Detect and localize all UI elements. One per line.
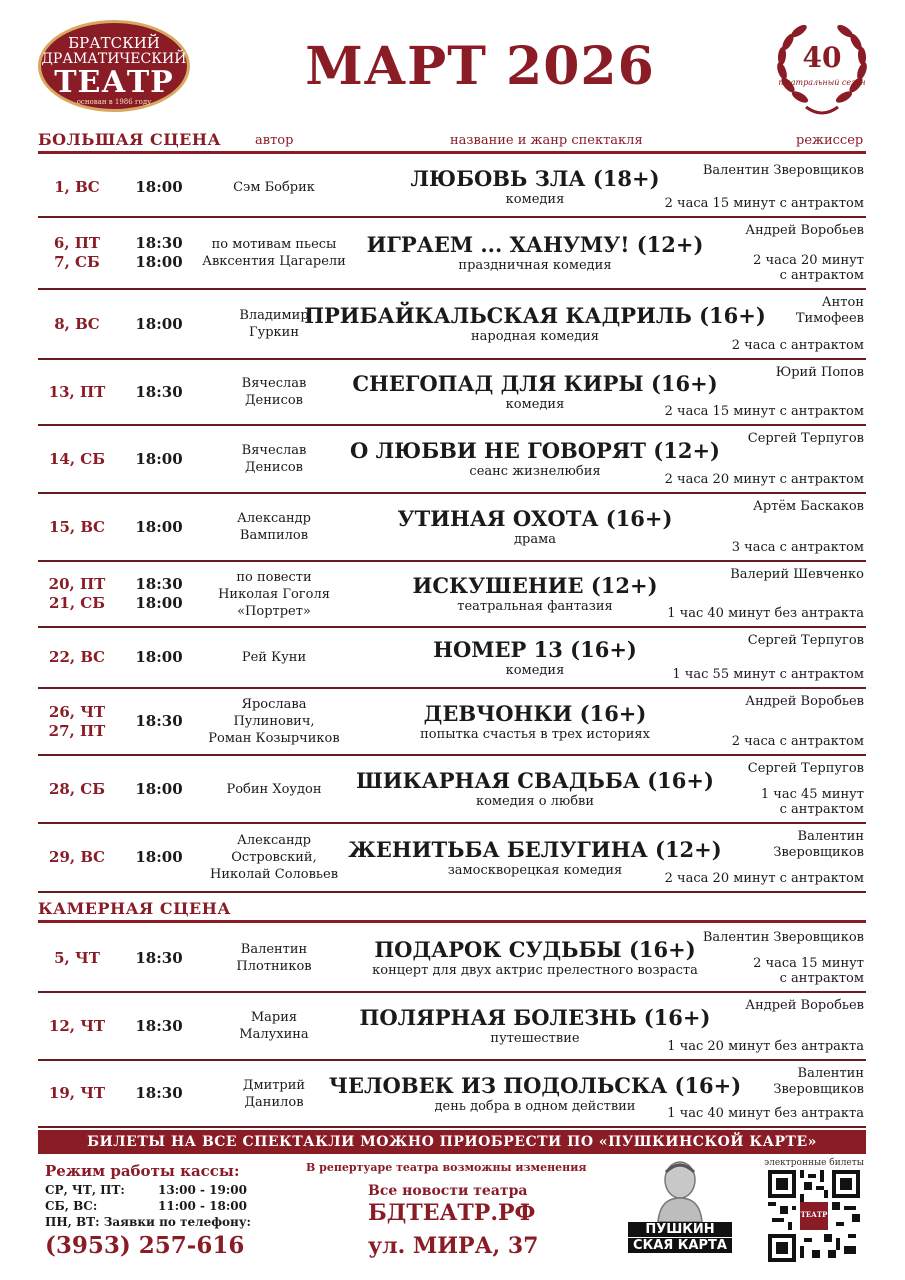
duration-line: 3 часа с антрактом: [731, 540, 864, 555]
season-badge: [768, 15, 876, 123]
pushkin-card-banner: БИЛЕТЫ НА ВСЕ СПЕКТАКЛИ МОЖНО ПРИОБРЕСТИ ПО «ПУШКИНСКОЙ КАРТЕ»: [38, 1130, 866, 1154]
show-title: ДЕВЧОНКИ (16+): [423, 700, 647, 726]
show-director: [664, 567, 864, 583]
duration-line: 2 часа 15 минут с антрактом: [664, 196, 864, 211]
show-title: ПОДАРОК СУДЬБЫ (16+): [374, 937, 696, 962]
show-times: [126, 993, 192, 1059]
author-line: Мария: [250, 1010, 298, 1025]
director-line: Сергей Терпугов: [747, 633, 864, 648]
show-dates: [38, 562, 116, 626]
show-date: 8, ВС: [54, 314, 100, 333]
pushkin-card-line-2: СКАЯ КАРТА: [628, 1238, 732, 1253]
schedule-row: [38, 218, 866, 290]
author-line: Данилов: [244, 1094, 304, 1110]
director-line: Сергей Терпугов: [747, 761, 864, 776]
news-label: Все новости театра: [368, 1183, 528, 1199]
director-line: Андрей Воробьев: [745, 223, 864, 238]
show-director: [664, 694, 864, 710]
show-director: [664, 761, 864, 777]
show-duration: [644, 540, 864, 555]
show-date: 5, ЧТ: [54, 948, 100, 967]
schedule-row: [38, 628, 866, 689]
show-times: [126, 824, 192, 891]
author-line: Малухина: [239, 1027, 309, 1042]
box-office-days: СБ, ВС:: [45, 1199, 98, 1213]
show-author: [198, 494, 350, 560]
show-title: ИСКУШЕНИЕ (12+): [412, 573, 658, 598]
show-date: 27, ПТ: [48, 721, 106, 740]
show-dates: [38, 426, 116, 492]
main-stage-heading: БОЛЬШАЯ СЦЕНА: [38, 130, 221, 149]
show-genre: праздничная комедия: [458, 258, 612, 273]
show-director: [664, 930, 864, 946]
author-line: Валентин: [240, 942, 308, 957]
show-genre: комедия: [505, 662, 565, 678]
theatre-logo: [38, 20, 190, 112]
box-office-time: 13:00 - 19:00: [158, 1183, 247, 1197]
section-divider: [38, 920, 866, 923]
show-time: 18:00: [135, 648, 183, 666]
author-line: Вампилов: [239, 528, 309, 543]
show-times: [126, 756, 192, 822]
show-author: [198, 993, 350, 1059]
author-line: Сэм Бобрик: [233, 179, 315, 195]
show-author: [198, 426, 350, 492]
show-time: 18:00: [135, 594, 183, 612]
duration-line: 2 часа 20 минут: [753, 253, 864, 268]
show-author: [198, 756, 350, 822]
author-line: по повести: [236, 569, 312, 585]
author-line: Денисов: [244, 460, 304, 475]
author-line: по мотивам пьесы: [211, 237, 337, 252]
duration-line: с антрактом: [779, 971, 864, 986]
pushkin-card-logo: [628, 1158, 732, 1262]
show-genre: комедия: [505, 397, 565, 412]
show-author: [198, 689, 350, 754]
show-genre: комедия о любви: [475, 794, 595, 809]
show-genre: театральная фантазия: [457, 599, 613, 614]
author-line: Денисов: [244, 393, 304, 408]
show-dates: [38, 158, 116, 216]
director-line: Юрий Попов: [775, 365, 864, 380]
show-dates: [38, 628, 116, 687]
schedule-row: [38, 290, 866, 360]
schedule-row: [38, 689, 866, 756]
show-director: [664, 633, 864, 649]
show-date: 14, СБ: [48, 449, 106, 468]
show-time: 18:30: [135, 382, 183, 401]
logo-line-4: основан в 1986 году: [76, 98, 152, 106]
box-office-days: ПН, ВТ: Заявки по телефону:: [45, 1215, 251, 1229]
duration-line: 1 час 40 минут без антракта: [667, 606, 864, 621]
show-times: [126, 925, 192, 991]
show-times: [126, 290, 192, 358]
director-line: Артём Баскаков: [752, 499, 864, 514]
show-genre: народная комедия: [471, 329, 599, 344]
author-line: Вячеслав: [241, 376, 307, 391]
duration-line: 2 часа 20 минут с антрактом: [664, 472, 864, 487]
author-line: Вячеслав: [241, 443, 307, 458]
show-author: [198, 360, 350, 424]
duration-line: 2 часа 15 минут с антрактом: [664, 404, 864, 419]
show-dates: [38, 689, 116, 754]
author-line: «Портрет»: [237, 603, 311, 619]
author-line: Островский,: [231, 850, 317, 865]
show-director: [664, 295, 864, 327]
show-time: 18:30: [135, 1084, 183, 1102]
season-subtitle: театральный сезон: [778, 78, 866, 87]
show-times: [126, 689, 192, 754]
show-times: [126, 360, 192, 424]
show-duration: [644, 871, 864, 886]
show-time: 18:00: [135, 177, 183, 196]
qr-center-label: ТЕАТР: [800, 1210, 828, 1219]
show-date: 28, СБ: [48, 779, 106, 798]
show-dates: [38, 360, 116, 424]
pushkin-portrait-icon: [628, 1158, 732, 1222]
author-line: Ярослава: [241, 697, 307, 712]
show-times: [126, 628, 192, 687]
show-author: [198, 562, 350, 626]
show-director: [664, 163, 864, 179]
show-date: 12, ЧТ: [48, 1016, 106, 1035]
show-times: [126, 494, 192, 560]
author-line: Дмитрий: [242, 1077, 306, 1093]
show-dates: [38, 290, 116, 358]
box-office-time: 11:00 - 18:00: [158, 1199, 247, 1213]
schedule-row: [38, 562, 866, 628]
show-duration: [644, 196, 864, 211]
show-director: [664, 829, 864, 861]
show-duration: [644, 338, 864, 353]
box-office-days: СР, ЧТ, ПТ:: [45, 1183, 125, 1197]
show-genre: концерт для двух актрис прелестного возраста: [372, 963, 698, 978]
duration-line: 2 часа с антрактом: [731, 734, 864, 749]
show-genre: замоскворецкая комедия: [447, 862, 623, 878]
show-author: [198, 1061, 350, 1126]
repertoire-changes-note: В репертуаре театра возможны изменения: [306, 1161, 587, 1174]
show-times: [126, 158, 192, 216]
season-number: 40: [802, 41, 842, 74]
director-line: Валентин Зверовщиков: [702, 163, 864, 178]
author-line: Плотников: [236, 959, 312, 974]
show-duration: [644, 1106, 864, 1121]
show-date: 15, ВС: [49, 517, 105, 536]
show-title: ШИКАРНАЯ СВАДЬБА (16+): [356, 768, 714, 793]
show-duration: [644, 606, 864, 621]
show-times: [126, 1061, 192, 1126]
show-author: [198, 925, 350, 991]
schedule-row: [38, 158, 866, 218]
page-title: МАРТ 2026: [305, 36, 655, 97]
duration-line: с антрактом: [779, 802, 864, 817]
show-title: ИГРАЕМ ... ХАНУМУ! (12+): [366, 232, 704, 257]
show-title: ПОЛЯРНАЯ БОЛЕЗНЬ (16+): [359, 1005, 711, 1030]
duration-line: 1 час 20 минут без антракта: [667, 1039, 864, 1054]
director-line: Валентин: [797, 1066, 864, 1081]
show-director: [664, 1066, 864, 1098]
show-date: 20, ПТ: [48, 575, 106, 593]
show-times: [126, 426, 192, 492]
pushkin-card-line-1: ПУШКИН: [628, 1222, 732, 1237]
show-author: [198, 158, 350, 216]
author-line: Владимир: [239, 308, 309, 323]
schedule-row: [38, 993, 866, 1061]
section-divider: [38, 151, 866, 154]
show-time: 18:30: [135, 234, 183, 252]
author-line: Александр: [237, 833, 311, 848]
column-director-label: режиссер: [796, 133, 864, 148]
show-time: 18:00: [135, 517, 183, 536]
column-author-label: автор: [255, 133, 294, 148]
author-line: Александр: [237, 511, 311, 526]
show-title: ЧЕЛОВЕК ИЗ ПОДОЛЬСКА (16+): [328, 1072, 742, 1098]
show-title: ЖЕНИТЬБА БЕЛУГИНА (12+): [348, 836, 722, 862]
show-time: 18:30: [135, 1016, 183, 1035]
show-genre: драма: [514, 532, 556, 547]
schedule-row: [38, 925, 866, 993]
show-date: 1, ВС: [54, 177, 100, 196]
author-line: Авксентия Цагарели: [202, 254, 346, 269]
director-line: Валентин Зверовщиков: [702, 930, 864, 945]
show-date: 26, ЧТ: [48, 702, 106, 721]
show-genre: день добра в одном действии: [434, 1098, 636, 1114]
director-line: Валерий Шевченко: [730, 567, 864, 582]
show-director: [664, 998, 864, 1014]
show-dates: [38, 494, 116, 560]
show-director: [664, 431, 864, 447]
column-title-label: название и жанр спектакля: [450, 133, 643, 148]
show-author: [198, 628, 350, 687]
show-director: [664, 223, 864, 239]
director-line: Андрей Воробьев: [745, 998, 864, 1013]
show-date: 21, СБ: [48, 594, 106, 612]
logo-line-3: ТЕАТР: [54, 65, 174, 100]
show-duration: [644, 956, 864, 986]
author-line: Гуркин: [248, 325, 300, 340]
schedule-row: [38, 756, 866, 824]
show-time: 18:00: [135, 253, 183, 271]
show-duration: [644, 404, 864, 419]
show-dates: [38, 925, 116, 991]
box-office-phone[interactable]: (3953) 257-616: [45, 1232, 245, 1259]
duration-line: с антрактом: [779, 268, 864, 283]
show-date: 29, ВС: [49, 848, 105, 866]
director-line: Сергей Терпугов: [747, 431, 864, 446]
show-title: О ЛЮБВИ НЕ ГОВОРЯТ (12+): [350, 438, 720, 463]
show-time: 18:00: [135, 848, 183, 866]
show-dates: [38, 218, 116, 288]
show-time: 18:30: [135, 948, 183, 967]
show-dates: [38, 756, 116, 822]
author-line: Рей Куни: [241, 650, 307, 665]
director-line: Зверовщиков: [773, 845, 864, 860]
show-director: [664, 365, 864, 381]
logo-line-2: ДРАМАТИЧЕСКИЙ: [41, 51, 187, 67]
show-dates: [38, 824, 116, 891]
director-line: Валентин: [797, 829, 864, 844]
eticket-label: электронные билеты: [764, 1158, 864, 1168]
director-line: Тимофеев: [795, 311, 864, 326]
author-line: Робин Хоудон: [226, 781, 322, 797]
show-title: НОМЕР 13 (16+): [433, 636, 637, 662]
show-director: [664, 499, 864, 515]
show-duration: [644, 472, 864, 487]
eticket-qr-code[interactable]: [768, 1170, 860, 1262]
show-genre: путешествие: [490, 1031, 580, 1046]
author-line: Николай Соловьев: [209, 867, 339, 882]
show-date: 7, СБ: [54, 253, 100, 271]
show-date: 19, ЧТ: [48, 1084, 106, 1102]
show-title: ЛЮБОВЬ ЗЛА (18+): [410, 166, 660, 191]
director-line: Зверовщиков: [773, 1082, 864, 1097]
show-date: 22, ВС: [49, 648, 105, 666]
author-line: Николая Гоголя: [218, 586, 330, 602]
logo-line-1: БРАТСКИЙ: [68, 34, 160, 52]
show-title: УТИНАЯ ОХОТА (16+): [397, 506, 673, 531]
show-title: ПРИБАЙКАЛЬСКАЯ КАДРИЛЬ (16+): [304, 303, 766, 328]
show-dates: [38, 1061, 116, 1126]
show-duration: [644, 667, 864, 682]
show-dates: [38, 993, 116, 1059]
show-times: [126, 562, 192, 626]
duration-line: 1 час 55 минут с антрактом: [672, 667, 864, 682]
show-genre: комедия: [505, 192, 565, 207]
show-duration: [644, 734, 864, 749]
duration-line: 2 часа с антрактом: [731, 338, 864, 353]
schedule-row: [38, 824, 866, 893]
duration-line: 2 часа 20 минут с антрактом: [664, 871, 864, 886]
author-line: Роман Козырчиков: [208, 731, 340, 746]
director-line: Антон: [821, 295, 864, 310]
show-duration: [644, 787, 864, 817]
duration-line: 1 час 45 минут: [760, 787, 864, 802]
show-genre: сеанс жизнелюбия: [469, 464, 601, 479]
duration-line: 1 час 40 минут без антракта: [667, 1106, 864, 1121]
show-time: 18:00: [135, 314, 183, 333]
box-office-title: Режим работы кассы:: [45, 1162, 240, 1180]
show-date: 6, ПТ: [53, 234, 101, 252]
show-time: 18:30: [135, 712, 183, 730]
director-line: Андрей Воробьев: [745, 694, 864, 709]
show-time: 18:30: [135, 575, 183, 593]
schedule-row: [38, 1061, 866, 1128]
schedule-row: [38, 426, 866, 494]
author-line: Пулинович,: [233, 714, 315, 729]
show-date: 13, ПТ: [48, 382, 106, 401]
theatre-address: ул. МИРА, 37: [368, 1233, 539, 1259]
show-genre: попытка счастья в трех историях: [420, 726, 650, 742]
schedule-row: [38, 494, 866, 562]
show-title: СНЕГОПАД ДЛЯ КИРЫ (16+): [352, 371, 718, 396]
website-link[interactable]: БДТЕАТР.РФ: [368, 1200, 536, 1226]
show-times: [126, 218, 192, 288]
show-time: 18:00: [135, 779, 183, 798]
show-author: [198, 218, 350, 288]
show-duration: [644, 253, 864, 283]
chamber-stage-heading: КАМЕРНАЯ СЦЕНА: [38, 899, 231, 918]
schedule-row: [38, 360, 866, 426]
show-time: 18:00: [135, 449, 183, 468]
show-author: [198, 824, 350, 891]
duration-line: 2 часа 15 минут: [753, 956, 864, 971]
show-duration: [644, 1039, 864, 1054]
